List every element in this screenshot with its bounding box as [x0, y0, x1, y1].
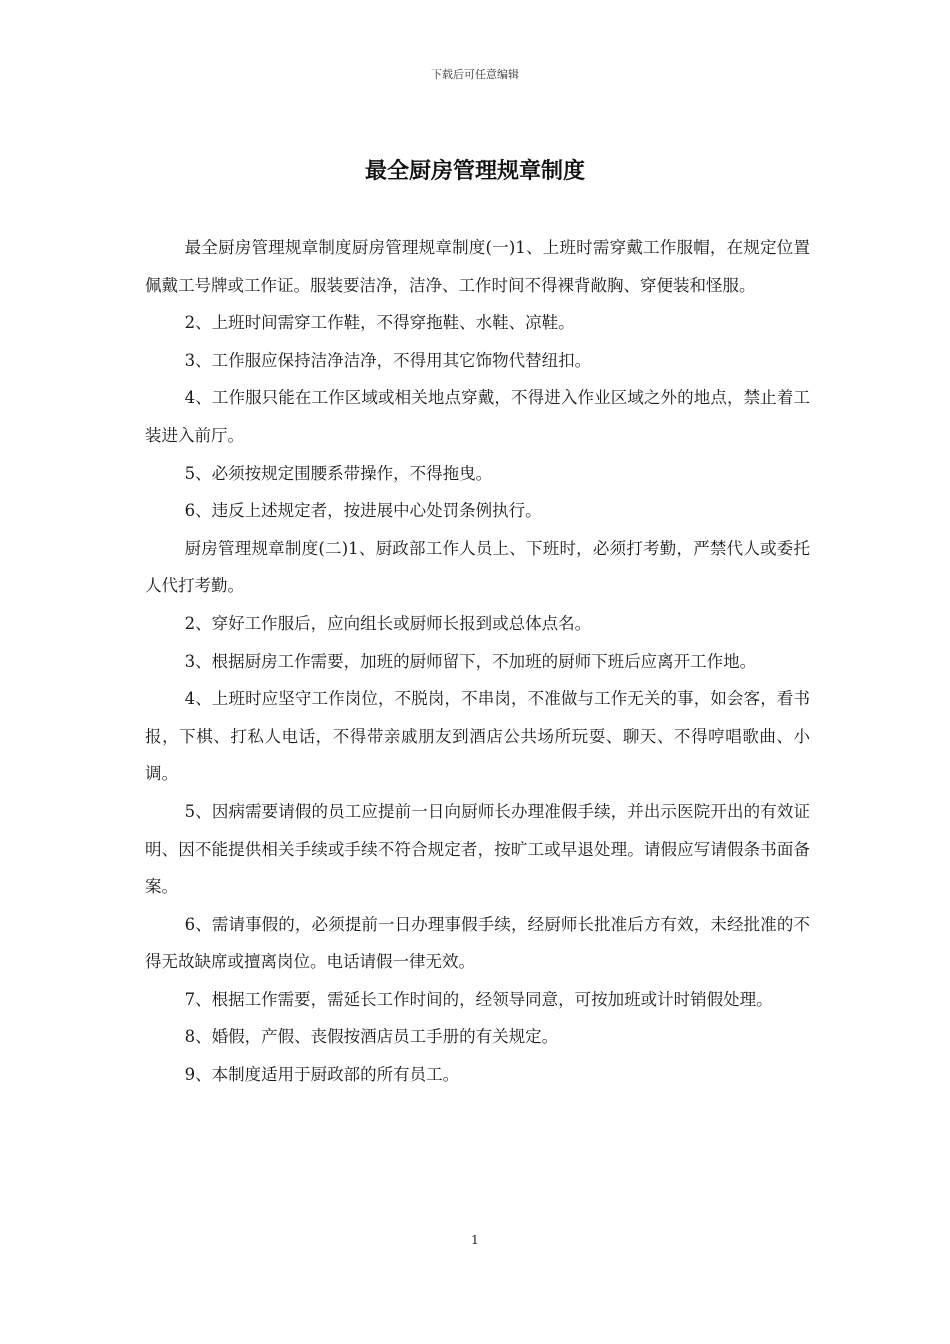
document-body: [145, 229, 810, 1094]
paragraph: 5、因病需要请假的员工应提前一日向厨师长办理准假手续，并出示医院开出的有效证明、因不能提供相关手续或手续不符合规定者，按旷工或早退处理。请假应写请假条书面备案。: [145, 801, 810, 897]
paragraph: 2、穿好工作服后，应向组长或厨师长报到或总体点名。: [184, 613, 592, 633]
paragraph: 4、上班时应坚守工作岗位，不脱岗，不串岗，不准做与工作无关的事，如会客，看书报，下棋、打私人电话，不得带亲戚朋友到酒店公共场所玩耍、聊天、不得哼唱歌曲、小调。: [145, 689, 810, 784]
paragraph: 4、工作服只能在工作区域或相关地点穿戴，不得进入作业区域之外的地点，禁止着工装进入前厅。: [145, 388, 810, 445]
paragraph: 5、必须按规定围腰系带操作，不得拖曳。: [184, 463, 493, 483]
paragraph: 最全厨房管理规章制度厨房管理规章制度(一)1、上班时需穿戴工作服帽，在规定位置佩戴工号牌或工作证。服装要洁净，洁净、工作时间不得裸背敞胸、穿便装和怪服。: [145, 238, 810, 295]
header-note: 下载后可任意编辑: [431, 68, 519, 81]
paragraph: 6、违反上述规定者，按进展中心处罚条例执行。: [184, 501, 542, 521]
paragraph: 厨房管理规章制度(二)1、厨政部工作人员上、下班时，必须打考勤，严禁代人或委托人代打考勤。: [145, 538, 810, 596]
paragraph: 9、本制度适用于厨政部的所有员工。: [184, 1065, 460, 1085]
document-title: 最全厨房管理规章制度: [364, 158, 585, 184]
paragraph: 3、根据厨房工作需要，加班的厨师留下，不加班的厨师下班后应离开工作地。: [184, 651, 757, 671]
paragraph: 2、上班时间需穿工作鞋，不得穿拖鞋、水鞋、凉鞋。: [184, 313, 575, 333]
paragraph: 6、需请事假的，必须提前一日办理事假手续，经厨师长批准后方有效，未经批准的不得无故缺席或擅离岗位。电话请假一律无效。: [145, 914, 810, 972]
paragraph: 8、婚假，产假、丧假按酒店员工手册的有关规定。: [184, 1027, 559, 1047]
page-number: 1: [471, 1233, 479, 1247]
paragraph: 3、工作服应保持洁净洁净，不得用其它饰物代替纽扣。: [184, 350, 592, 370]
paragraph: 7、根据工作需要，需延长工作时间的，经领导同意，可按加班或计时销假处理。: [184, 989, 773, 1009]
